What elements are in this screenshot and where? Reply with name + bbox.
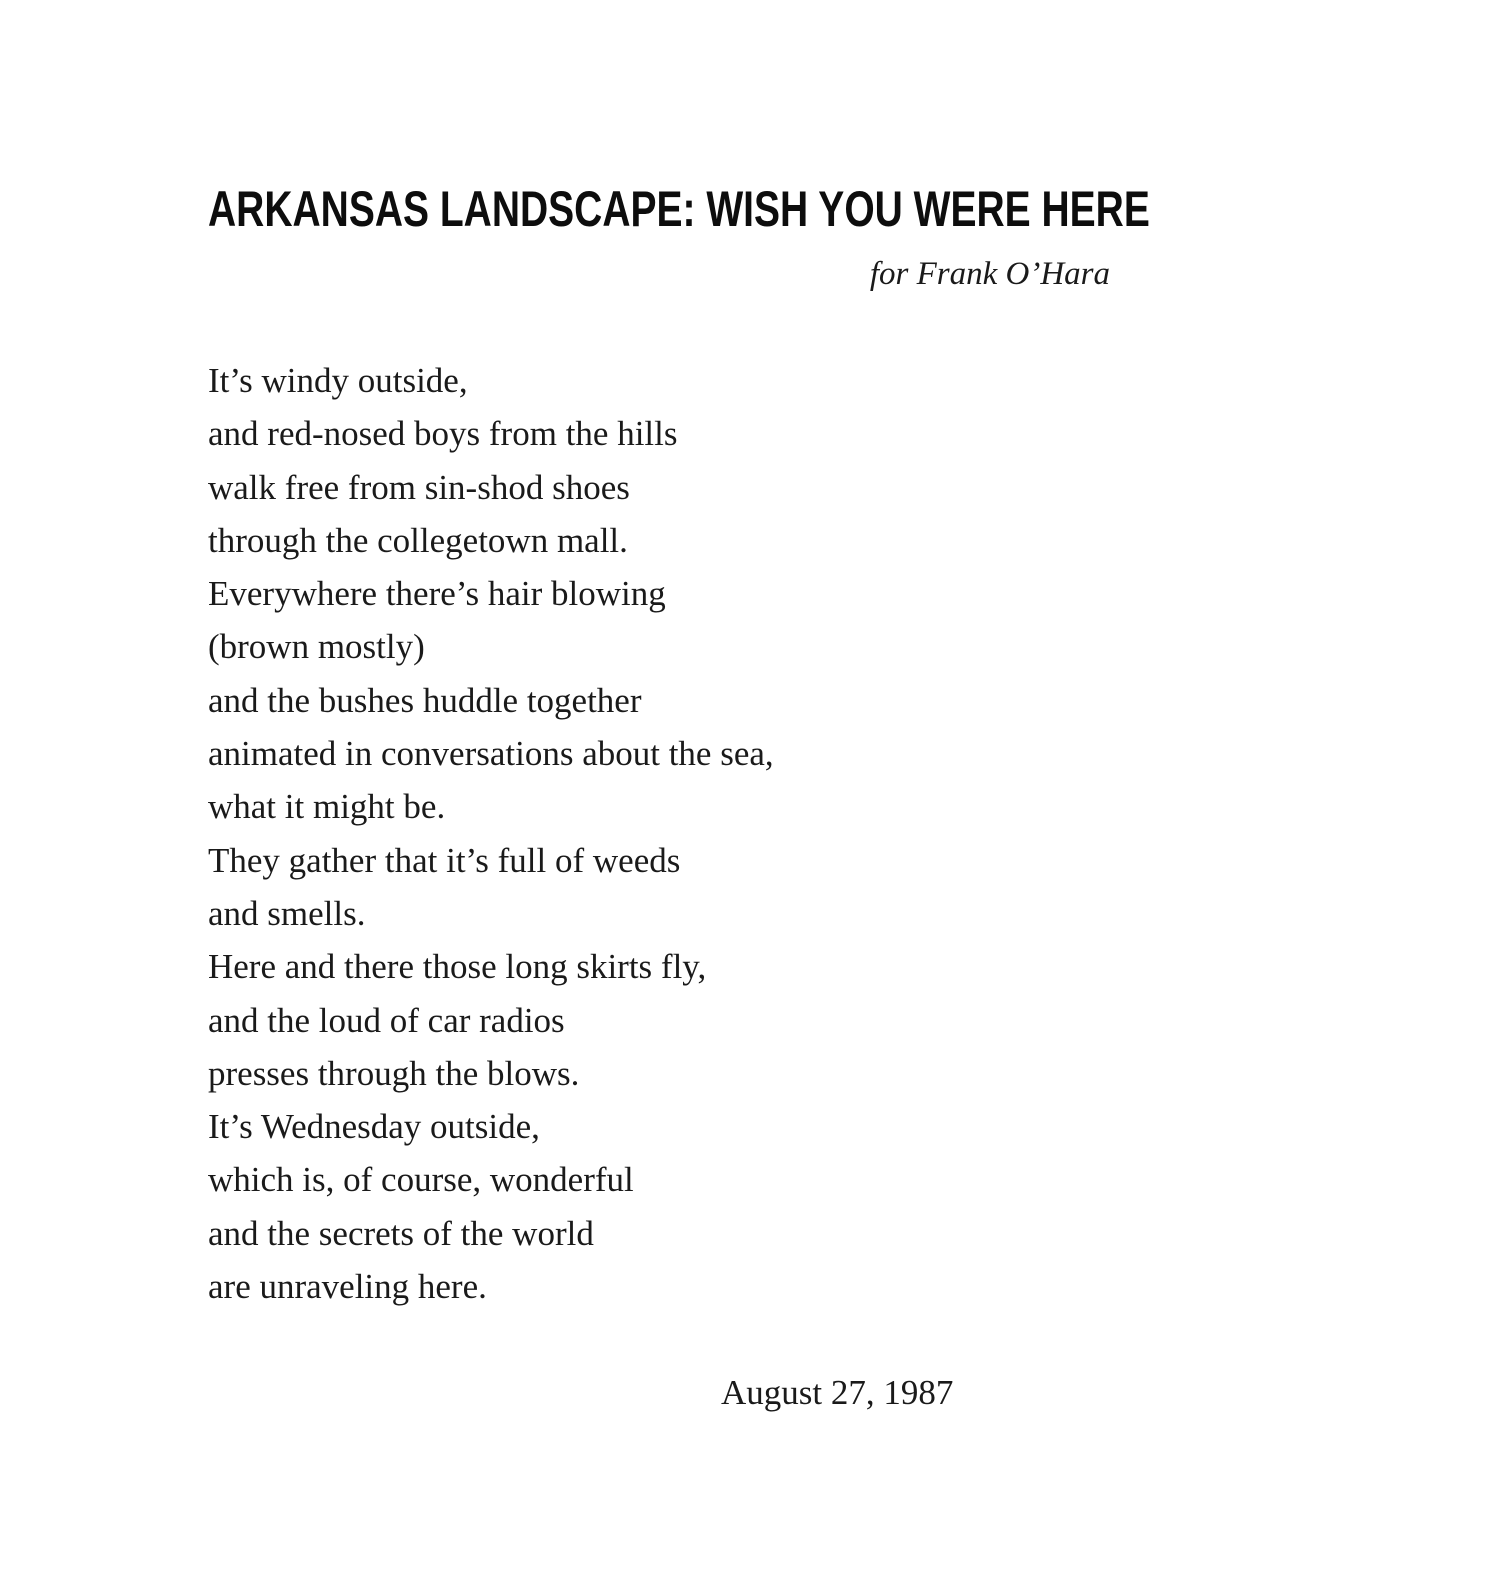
poem-line: and the bushes huddle together [208, 680, 642, 720]
poem-line: Here and there those long skirts fly, [208, 947, 707, 987]
poem-date: August 27, 1987 [721, 1373, 954, 1412]
poem-line: through the collegetown mall. [208, 520, 628, 560]
poem-title: ARKANSAS LANDSCAPE: WISH YOU WERE HERE [208, 181, 1150, 237]
poem-line: (brown mostly) [208, 627, 425, 667]
poem-line: They gather that it’s full of weeds [208, 840, 681, 880]
poem-line: are unraveling here. [208, 1267, 487, 1307]
poem-line: presses through the blows. [208, 1053, 580, 1093]
poem-line: animated in conversations about the sea, [208, 734, 774, 774]
poem-line: It’s windy outside, [208, 361, 468, 400]
poem-line: and smells. [208, 893, 366, 933]
poem-line: walk free from sin-shod shoes [208, 467, 630, 507]
poem-line: and the loud of car radios [208, 1000, 565, 1040]
poem-line: and red-nosed boys from the hills [208, 414, 678, 454]
poem-line: Everywhere there’s hair blowing [208, 574, 666, 614]
poem-line: which is, of course, wonderful [208, 1160, 634, 1200]
poem-line: and the secrets of the world [208, 1213, 594, 1253]
poem-body [208, 354, 774, 1313]
dedication: for Frank O’Hara [869, 256, 1110, 292]
poem-line: what it might be. [208, 787, 446, 827]
poem-line: It’s Wednesday outside, [208, 1107, 540, 1147]
